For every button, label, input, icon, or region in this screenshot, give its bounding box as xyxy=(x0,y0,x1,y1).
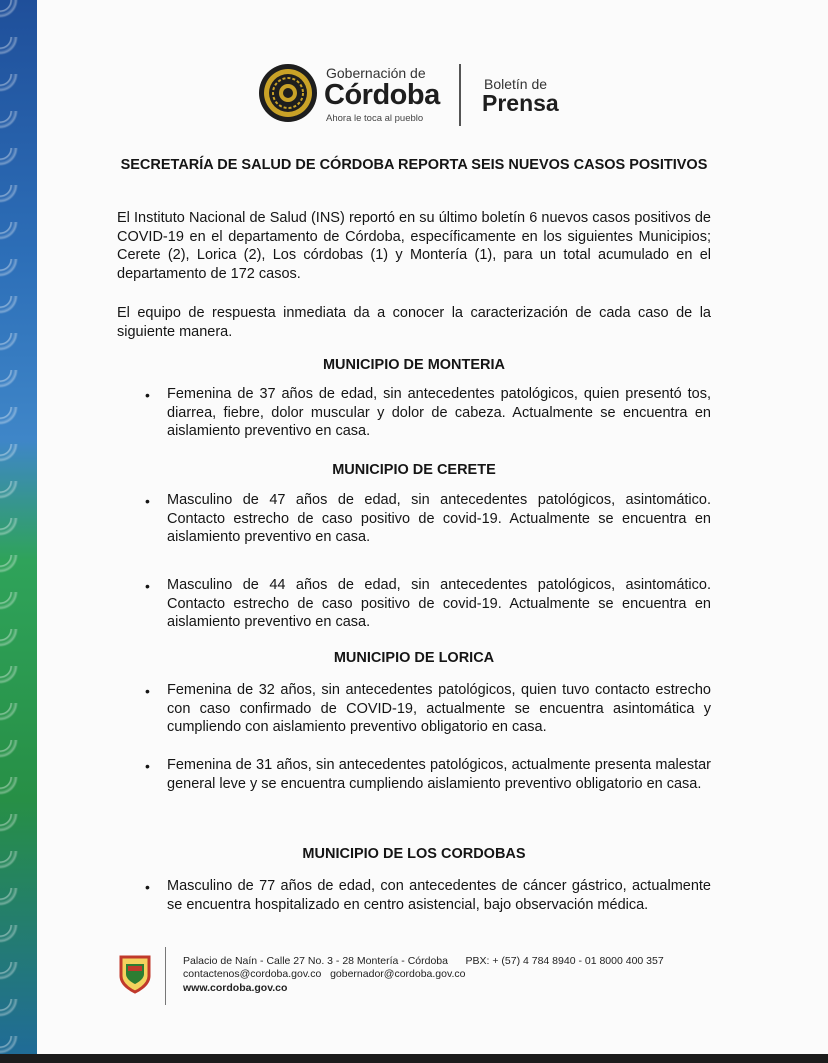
bullet-icon: • xyxy=(145,758,150,774)
bullet-icon: • xyxy=(145,879,150,895)
section-heading-los-cordobas: MUNICIPIO DE LOS CORDOBAS xyxy=(302,846,526,862)
section-heading-lorica: MUNICIPIO DE LORICA xyxy=(333,650,495,666)
case-item: Femenina de 31 años, sin antecedentes patológicos, actualmente presenta malestar general leve y se encuentra cumpliendo aislamiento preventivo obligatorio en casa. xyxy=(167,757,711,792)
brand-tagline: Ahora le toca al pueblo xyxy=(326,113,424,124)
coat-of-arms-icon xyxy=(118,954,152,994)
bullet-icon: • xyxy=(145,578,150,594)
footer-email-contact[interactable]: contactenos@cordoba.gov.co xyxy=(183,968,322,980)
bullet-icon: • xyxy=(145,683,150,699)
seal-icon xyxy=(258,63,318,123)
document-title: SECRETARÍA DE SALUD DE CÓRDOBA REPORTA SEIS NUEVOS CASOS POSITIVOS xyxy=(120,157,708,173)
case-item: Masculino de 44 años de edad, sin antecedentes patológicos, asintomático. Contacto estrecho de caso positivo de covid-19. Actualmente se encuentra en aislamiento preventivo en casa. xyxy=(167,577,711,630)
footer-website[interactable]: www.cordoba.gov.co xyxy=(183,982,288,994)
brand-name: Córdoba xyxy=(324,79,440,111)
footer-email-line xyxy=(183,968,465,980)
case-item: Femenina de 32 años, sin antecedentes patológicos, quien tuvo contacto estrecho con caso confirmado de COVID-19, actualmente se encuentra asintomática y cumpliendo con aislamiento preventivo obligatorio en casa. xyxy=(167,682,711,735)
section-heading-monteria: MUNICIPIO DE MONTERIA xyxy=(322,357,506,373)
footer-divider xyxy=(165,947,166,1005)
footer-address: Palacio de Naín - Calle 27 No. 3 - 28 Montería - Córdoba xyxy=(183,955,448,967)
footer-email-governor[interactable]: gobernador@cordoba.gov.co xyxy=(330,968,466,980)
case-item: Masculino de 77 años de edad, con antecedentes de cáncer gástrico, actualmente se encuentra hospitalizado en centro asistencial, bajo observación médica. xyxy=(167,878,711,913)
bottom-edge xyxy=(0,1054,828,1063)
case-item: Femenina de 37 años de edad, sin antecedentes patológicos, quien presentó tos, diarrea, fiebre, dolor muscular y dolor de cabeza. Actualmente se encuentra en aislamiento preventivo en casa. xyxy=(167,386,711,439)
footer-phone: PBX: + (57) 4 784 8940 - 01 8000 400 357 xyxy=(465,955,664,967)
header-logo xyxy=(258,60,578,130)
intro-paragraph-2: El equipo de respuesta inmediata da a conocer la caracterización de cada caso de la siguiente manera. xyxy=(117,305,711,340)
section-heading-cerete: MUNICIPIO DE CERETE xyxy=(332,462,496,478)
case-item: Masculino de 47 años de edad, sin antecedentes patológicos, asintomático. Contacto estrecho de caso positivo de covid-19. Actualmente se encuentra en aislamiento preventivo en casa. xyxy=(167,492,711,545)
bulletin-label-big: Prensa xyxy=(482,90,559,116)
intro-paragraph: El Instituto Nacional de Salud (INS) reportó en su último boletín 6 nuevos casos positivos de COVID-19 en el departamento de Córdoba, específicamente en los siguientes Municipios; Cerete (2), Lorica (2), Los córdobas (1) y Montería (1), para un total acumulado en el departamento de 172 casos. xyxy=(117,210,711,282)
brand-line-small: Gobernación de xyxy=(326,65,426,81)
footer-address-line xyxy=(183,955,664,967)
header-divider xyxy=(459,64,461,126)
bulletin-label-small: Boletín de xyxy=(484,76,548,92)
bullet-icon: • xyxy=(145,387,150,403)
bullet-icon: • xyxy=(145,493,150,509)
decorative-border-strip xyxy=(0,0,37,1063)
